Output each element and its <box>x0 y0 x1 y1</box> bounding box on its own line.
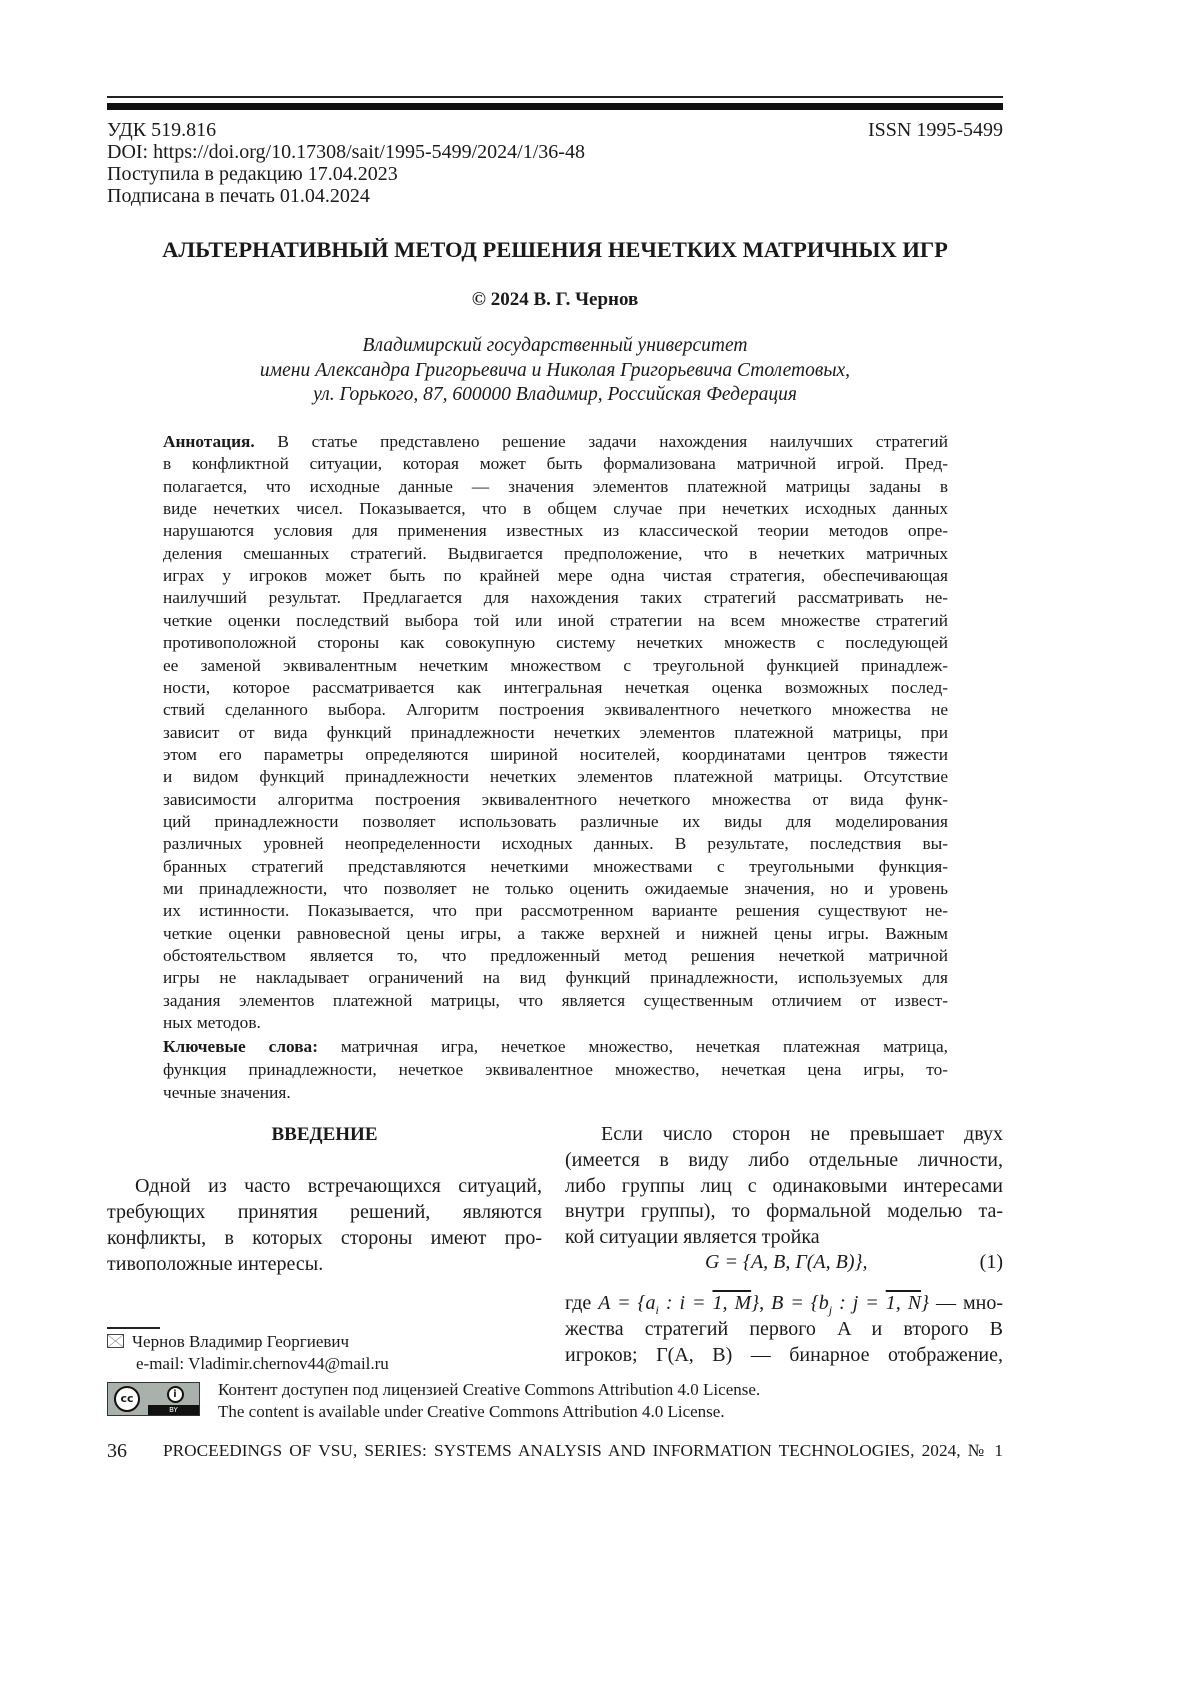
text-line <box>163 1037 948 1059</box>
line-text: наилучший результат. Предлагается для нахождения таких стратегий рассматривать не- <box>163 588 948 608</box>
received-date: Поступила в редакцию 17.04.2023 <box>107 163 398 185</box>
text-line <box>565 1149 1003 1175</box>
footnote <box>107 1331 389 1375</box>
text-line <box>163 968 948 990</box>
text-line <box>565 1226 1003 1252</box>
author: © 2024 В. Г. Чернов <box>471 289 639 310</box>
line-text: ее заменой эквивалентным нечетким множеством с треугольной функцией принадлеж- <box>163 655 948 675</box>
line-text: деления смешанных стратегий. Выдвигается предположение, что в нечетких матричных <box>163 543 948 563</box>
line-text: виде нечетких чисел. Показывается, что в общем случае при нечетких исходных данных <box>163 499 948 519</box>
line-text: Если число сторон не превышает двух <box>601 1123 1003 1145</box>
text-line <box>163 521 948 543</box>
running-title: PROCEEDINGS OF VSU, SERIES: SYSTEMS ANALYSIS AND INFORMATION TECHNOLOGIES, 2024, № 1 <box>163 1441 1003 1460</box>
line-text: ности, которое рассматривается как интегральная нечеткая оценка возможных послед- <box>163 677 948 697</box>
text-line <box>107 1253 542 1279</box>
line-text: и видом функций принадлежности нечетких элементов платежной матрицы. Отсутствие <box>163 767 948 787</box>
line-text: чечные значения. <box>163 1083 291 1102</box>
text-line <box>163 901 948 923</box>
affiliation <box>107 334 1003 408</box>
cc-by-license-badge[interactable] <box>107 1382 200 1416</box>
text-line <box>163 790 948 812</box>
line-text: функция принадлежности, нечеткое эквивалентное множество, нечеткая цена игры, то- <box>163 1060 948 1079</box>
text-line <box>163 588 948 610</box>
line-text: Одной из часто встречающихся ситуаций, <box>135 1175 542 1197</box>
line-text: полагается, что исходные данные — значения элементов платежной матрицы заданы в <box>163 476 948 496</box>
line-text: В статье представлено решение задачи нахождения наилучших стратегий <box>254 432 948 451</box>
line-text: противоположной стороны как совокупную систему нечетких множеств с последующей <box>163 633 948 653</box>
text-line <box>163 723 948 745</box>
line-text: ных методов. <box>163 1013 261 1033</box>
text-line: игроков; Γ(A, B) — бинарное отображение, <box>565 1344 1003 1366</box>
line-text: ми принадлежности, что позволяет не только оценить ожидаемые значения, но и уровень <box>163 879 948 898</box>
text-line <box>163 678 948 700</box>
text-line <box>163 767 948 789</box>
text-line: жества стратегий первого A и второго B <box>565 1318 1003 1340</box>
text-line <box>565 1175 1003 1201</box>
text-line <box>163 477 948 499</box>
envelope-icon <box>107 1334 124 1348</box>
text-line: где $A = \{a_i$ : i = 1, M}, $B = \{b_j$ : j = 1, N} — мно- <box>565 1292 1004 1317</box>
line-text: ций принадлежности позволяет использовать различные их виды для моделирования <box>163 811 948 831</box>
text-line <box>107 1175 542 1201</box>
line-text: зависит от вида функций принадлежности нечетких элементов платежной матрицы, при <box>163 722 948 742</box>
text-line <box>565 1123 1003 1149</box>
issn: ISSN 1995-5499 <box>867 119 1003 141</box>
line-text: четкие оценки последствий выбора той или иной стратегии на всем множестве стратегий <box>163 610 948 630</box>
text-line <box>163 700 948 722</box>
text-line <box>163 1083 948 1105</box>
affiliation-line: ул. Горького, 87, 600000 Владимир, Российская Федерация <box>313 384 797 405</box>
text-line <box>163 432 948 454</box>
text-line <box>163 991 948 1013</box>
attribution-icon: i <box>150 1383 200 1405</box>
line-text: этом его параметры определяются шириной носителей, координатами центров тяжести <box>163 744 948 764</box>
text-line <box>163 834 948 856</box>
text-line <box>163 1013 948 1035</box>
line-text: игры не накладывает ограничений на вид функций принадлежности, используемых для <box>163 968 948 988</box>
affiliation-line: Владимирский государственный университет <box>362 335 748 356</box>
label: Аннотация. <box>163 432 255 451</box>
line-text: ствий сделанного выбора. Алгоритм построения эквивалентного нечеткого множества не <box>163 700 948 720</box>
text-line <box>163 812 948 834</box>
line-text: матричная игра, нечеткое множество, нечеткая платежная матрица, <box>317 1037 948 1056</box>
article-metadata <box>107 119 585 207</box>
article-title: АЛЬТЕРНАТИВНЫЙ МЕТОД РЕШЕНИЯ НЕЧЕТКИХ МАТРИЧНЫХ ИГР <box>162 237 948 262</box>
line-text: в конфликтной ситуации, которая может быть формализована матричной игрой. Пред- <box>163 454 948 474</box>
line-text: (имеется в виду либо отдельные личности, <box>565 1148 1003 1171</box>
top-rule-thin <box>107 96 1003 98</box>
line-text: зависимости алгоритма построения эквивалентного нечеткого множества от вида функ- <box>163 789 948 809</box>
line-text: бранных стратегий представляются нечеткими множествами с треугольными функция- <box>163 856 948 876</box>
text-line <box>163 611 948 633</box>
line-text: внутри группы), то формальной моделью та- <box>565 1200 1003 1223</box>
line-text: требующих принятия решений, являются <box>107 1201 542 1223</box>
page-number: 36 <box>107 1440 127 1462</box>
text-line <box>107 1201 542 1227</box>
label: Ключевые слова: <box>163 1037 318 1056</box>
author-name: Чернов Владимир Георгиевич <box>132 1332 350 1351</box>
text-line <box>163 857 948 879</box>
text-line <box>163 454 948 476</box>
line-text: их истинности. Показывается, что при рассмотренном варианте решения существуют не- <box>163 901 948 921</box>
line-text: обстоятельством является то, что предложенный метод решения нечеткой матричной <box>163 946 948 966</box>
doi[interactable]: DOI: https://doi.org/10.17308/sait/1995-5499/2024/1/36-48 <box>107 141 585 163</box>
affiliation-line: имени Александра Григорьевича и Николая Григорьевича Столетовых, <box>259 359 851 381</box>
license-en: The content is available under Creative Commons Attribution 4.0 License. <box>218 1402 725 1421</box>
section-heading-intro: ВВЕДЕНИЕ <box>271 1124 378 1145</box>
line-text: кой ситуации является тройка <box>565 1226 820 1249</box>
line-text: задания элементов платежной матрицы, что является существенным отличием от извест- <box>163 990 948 1010</box>
line-text: конфликты, в которых стороны имеют про- <box>107 1227 542 1249</box>
text-line <box>107 1227 542 1253</box>
line-text: тивоположные интересы. <box>107 1253 324 1275</box>
top-rule-thick <box>107 103 1003 110</box>
formula-number: (1) <box>979 1251 1003 1273</box>
line-text: четкие оценки равновесной цены игры, а также верхней и нижней цены игры. Важным <box>163 923 948 943</box>
udc: УДК 519.816 <box>107 119 217 141</box>
text-line <box>163 656 948 678</box>
text-line <box>163 924 948 946</box>
text-line <box>163 499 948 521</box>
text-line <box>163 1060 948 1082</box>
text-line <box>163 633 948 655</box>
text-line <box>163 745 948 767</box>
line-text: нарушаются условия для применения известных из классической теории методов опре- <box>163 521 948 541</box>
text-line <box>565 1200 1003 1226</box>
line-text: либо группы лиц с одинаковыми интересами <box>565 1174 1003 1197</box>
license-text <box>218 1379 760 1423</box>
text-line <box>163 946 948 968</box>
line-text: различных уровней неопределенности исходных данных. В результате, последствия вы- <box>163 834 948 854</box>
text-line <box>163 879 948 901</box>
author-email[interactable]: e-mail: Vladimir.chernov44@mail.ru <box>136 1354 389 1373</box>
text-line <box>163 544 948 566</box>
cc-icon: cc <box>114 1386 140 1412</box>
formula-expression: G = {A, B, Γ(A, B)}, <box>705 1251 868 1273</box>
by-label: BY <box>148 1405 199 1415</box>
line-text: играх у игроков может быть по крайней мере одна чистая стратегия, обеспечивающая <box>163 566 948 586</box>
license-ru: Контент доступен под лицензией Creative Commons Attribution 4.0 License. <box>218 1380 761 1399</box>
text-line <box>163 566 948 588</box>
signed-date: Подписана в печать 01.04.2024 <box>107 185 370 207</box>
footnote-rule <box>107 1327 160 1329</box>
